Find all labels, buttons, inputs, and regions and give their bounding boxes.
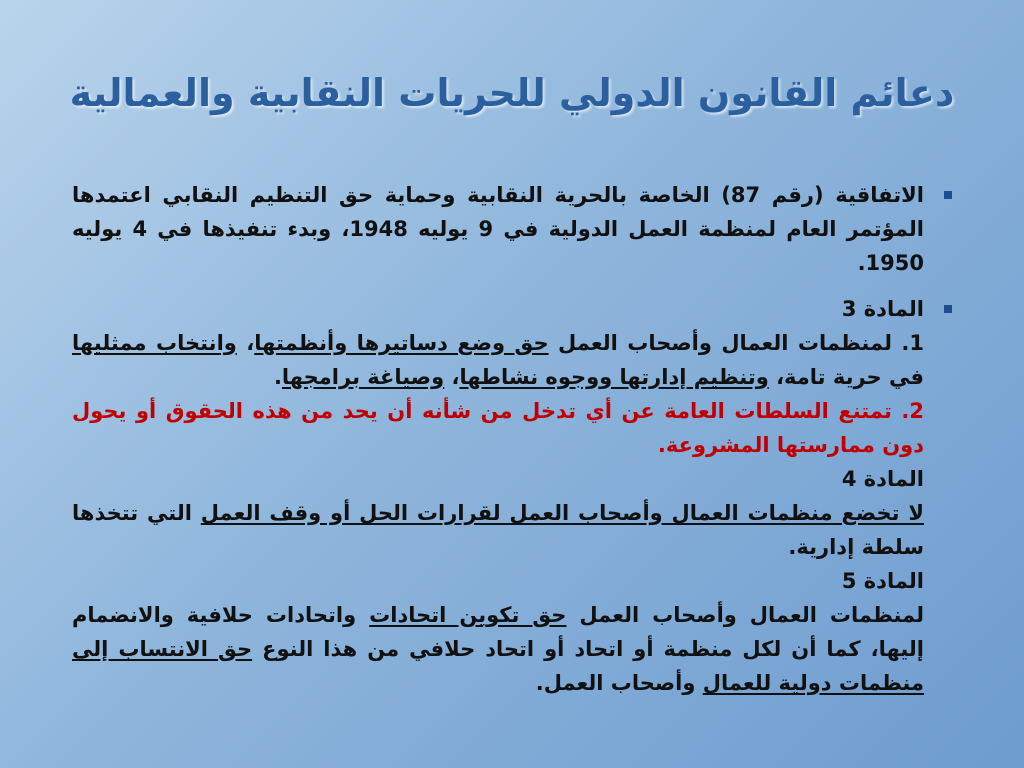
square-bullet-icon [944,191,952,199]
period: . [273,365,282,389]
article-5-underlined-international: حق الانتساب إلى منظمات دولية للعمال [72,637,924,695]
bullet-item-articles [72,292,952,700]
underlined-right-programs: وصياغة برامجها [281,365,445,389]
article-4-rest: التي تتخذها سلطة إدارية. [72,501,924,559]
article-3-item-1-prefix: 1. لمنظمات العمال وأصحاب العمل [548,331,924,355]
bullet-item-convention-87 [72,178,952,280]
article-4-text [72,496,924,564]
article-5-end: وأصحاب العمل. [535,671,703,695]
convention-text: الاتفاقية (رقم 87) الخاصة بالحرية النقابية وحماية حق التنظيم النقابي اعتمدها المؤتمر العام لمنظمة العمل الدولية في 9 يوليه 1948، وبدء تنفيذها في 4 يوليه 1950. [72,183,924,275]
slide-content [72,178,952,712]
article-4-underlined: لا تخضع منظمات العمال وأصحاب العمل لقرارات الحل أو وقف العمل [200,501,924,525]
article-3-item-1-mid: في حرية تامة، [768,365,924,389]
separator: ، [444,365,460,389]
article-5-mid: واتحادات حلافية والانضمام إليها، كما أن لكل منظمة أو اتحاد أو اتحاد حلافي من هذا النوع [72,603,924,661]
slide-title: دعائم القانون الدولي للحريات النقابية والعمالية [69,71,955,115]
article-4-heading: المادة 4 [841,467,924,491]
separator: ، [236,331,255,355]
square-bullet-icon [944,305,952,313]
article-5-prefix: لمنظمات العمال وأصحاب العمل [566,603,924,627]
article-3-item-2: 2. تمتنع السلطات العامة عن أي تدخل من شأنه أن يحد من هذه الحقوق أو يحول دون ممارستها المشروعة. [72,399,924,457]
article-5-text [72,598,924,700]
article-5-heading: المادة 5 [841,569,924,593]
article-3-heading: المادة 3 [841,297,924,321]
article-3-item-1 [72,326,924,394]
underlined-right-elect: وانتخاب ممثليها [72,331,237,355]
underlined-right-organize: وتنظيم إدارتها ووجوه نشاطها [459,365,769,389]
underlined-right-constitutions: حق وضع دساتيرها وأنظمتها [254,331,549,355]
article-5-underlined-federations: حق تكوين اتحادات [369,603,567,627]
